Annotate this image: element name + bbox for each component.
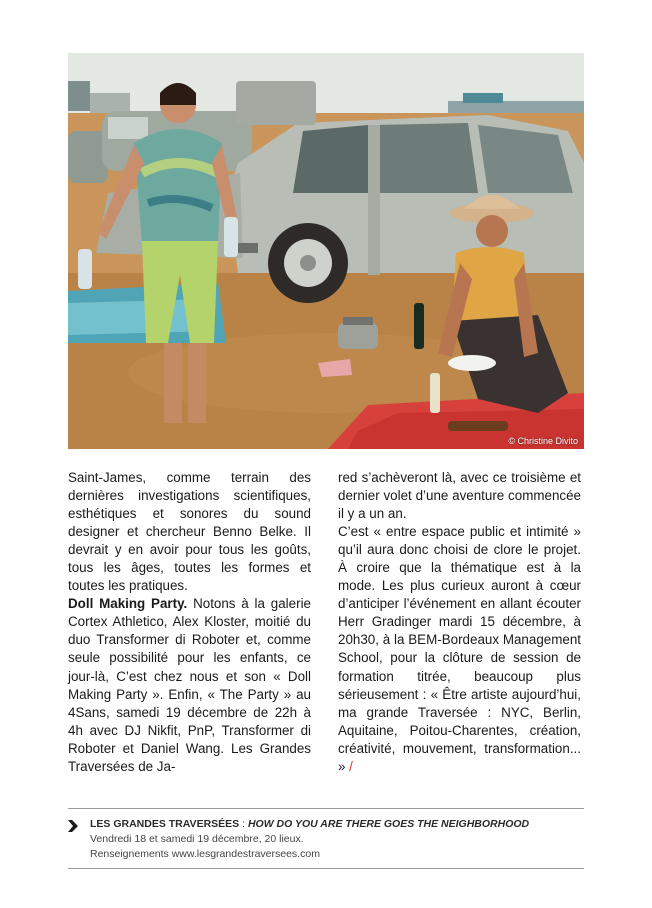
event-dates: Vendredi 18 et samedi 19 décembre, 20 lieux.	[90, 833, 304, 845]
event-series-label: LES GRANDES TRAVERSÉES	[90, 818, 240, 830]
event-separator: :	[239, 818, 248, 830]
article-paragraph-doll-party	[68, 595, 311, 775]
event-info-box	[68, 808, 584, 869]
article-paragraph-text: C’est « entre espace public et intimité » qu’il aura donc choisi de clore le projet. À croire que la thématique est à la mode. Les plus curieux auront à cœur d’anticiper l’événement en allant écouter Herr Gradinger mardi 15 décembre, à 20h30, à la BEM-Bordeaux Management School, pour la clôture de session de formation titrée, beaucoup plus sérieusement : « Être artiste aujourd’hui, ma grande Traversée : NYC, Berlin, Aquitaine, Poitou-Charentes, création, créativité, mouvement, transformation... »	[338, 524, 581, 774]
article-paragraph-closing	[338, 523, 581, 776]
article-column-left	[68, 469, 311, 776]
article-column-right	[338, 469, 581, 776]
article-photo	[68, 53, 584, 449]
event-title: HOW DO YOU ARE THERE GOES THE NEIGHBORHOOD	[247, 818, 530, 830]
event-title-line	[90, 818, 529, 830]
photo-illustration	[68, 53, 584, 449]
arrow-bullet-icon	[68, 820, 78, 832]
subheading-doll-making-party: Doll Making Party.	[68, 596, 188, 612]
event-contact: Renseignements www.lesgrandestraversees.com	[90, 848, 320, 860]
article-paragraph-text: Notons à la galerie Cortex Athletico, Alex Kloster, moitié du duo Transformer di Roboter et, comme seule possibilité pour les enfants, ce jour-là, C’est chez nous et son « Doll Making Party ». Enfin, « The Party » au 4Sans, samedi 19 décembre de 22h à 4h avec DJ Nikfit, PnP, Transformer di Roboter et Daniel Wang. Les Grandes Traversées de Ja-	[68, 596, 311, 774]
end-mark: /	[345, 758, 353, 774]
article-paragraph: red s’achèveront là, avec ce troisième et dernier volet d’une aventure commencée il y a un an.	[338, 470, 581, 522]
photo-credit: © Christine Divito	[508, 436, 578, 446]
article-paragraph: Saint-James, comme terrain des dernières investigations scientifiques, esthétiques et sonores du sound designer et chercheur Benno Belke. Il devrait y en avoir pour tous les goûts, tous les âges, toutes les formes et toutes les pratiques.	[68, 470, 311, 594]
